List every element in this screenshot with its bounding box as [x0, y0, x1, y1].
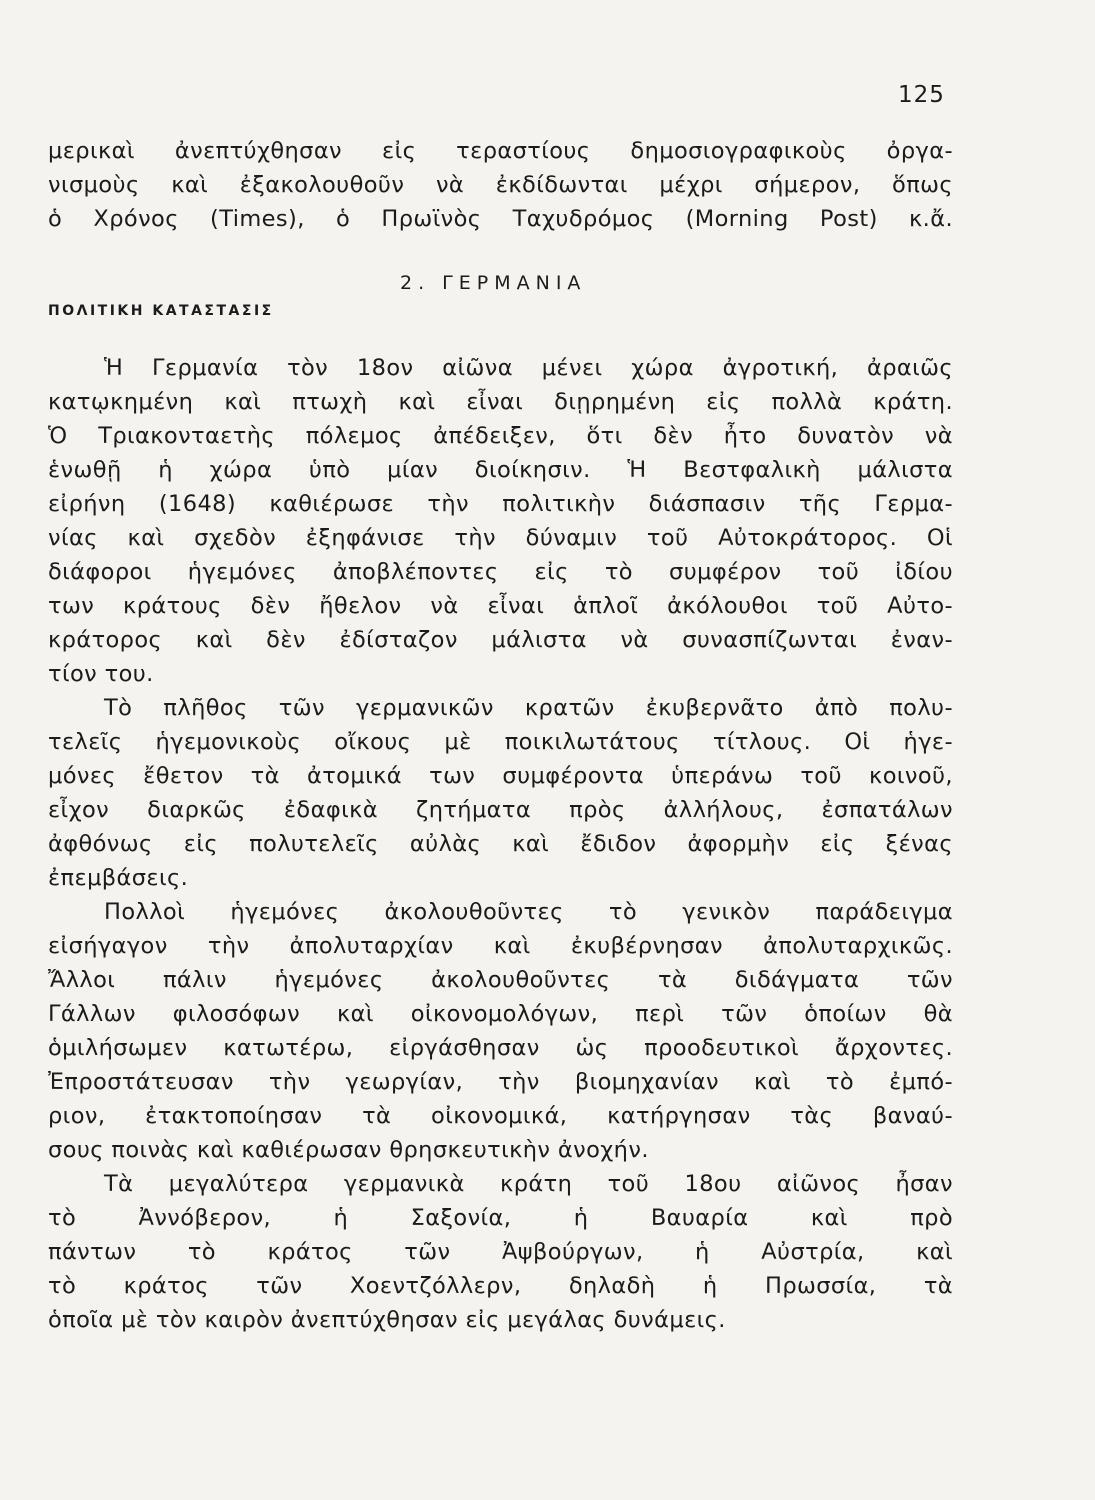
intro-paragraph: [48, 134, 953, 236]
text-line: Τὸ πλῆθος τῶν γερμανικῶν κρατῶν ἐκυβερνᾶτο ἀπὸ πολυ-: [104, 695, 953, 721]
text-line: νισμοὺς καὶ ἐξακολουθοῦν νὰ ἐκδίδωνται μέχρι σήμερον, ὅπως: [48, 172, 953, 198]
text-line: πάντων τὸ κράτος τῶν Ἀψβούργων, ἡ Αὐστρία, καὶ: [48, 1239, 953, 1265]
text-line: εἶχον διαρκῶς ἐδαφικὰ ζητήματα πρὸς ἀλλήλους, ἐσπατάλων: [48, 797, 953, 823]
text-line: ἀφθόνως εἰς πολυτελεῖς αὐλὰς καὶ ἔδιδον ἀφορμὴν εἰς ξένας: [48, 831, 953, 857]
text-line: των κράτους δὲν ἤθελον νὰ εἶναι ἁπλοῖ ἀκόλουθοι τοῦ Αὐτο-: [48, 593, 953, 619]
text-line: Τὰ μεγαλύτερα γερμανικὰ κράτη τοῦ 18ου αἰῶνος ἦσαν: [104, 1171, 953, 1197]
text-line: ὁποῖα μὲ τὸν καιρὸν ἀνεπτύχθησαν εἰς μεγάλας δυνάμεις.: [48, 1307, 726, 1333]
text-line: τελεῖς ἡγεμονικοὺς οἴκους μὲ ποικιλωτάτους τίτλους. Οἱ ἡγε-: [48, 729, 953, 755]
text-line: Ἄλλοι πάλιν ἡγεμόνες ἀκολουθοῦντες τὰ διδάγματα τῶν: [48, 967, 953, 993]
text-line: σους ποινὰς καὶ καθιέρωσαν θρησκευτικὴν ἀνοχήν.: [48, 1137, 649, 1163]
text-line: ὁμιλήσωμεν κατωτέρω, εἰργάσθησαν ὡς προοδευτικοὶ ἄρχοντες.: [48, 1035, 953, 1061]
text-line: ὁ Χρόνος (Times), ὁ Πρωϊνὸς Ταχυδρόμος (Morning Post) κ.ἄ.: [48, 206, 953, 232]
text-line: Ἐπροστάτευσαν τὴν γεωργίαν, τὴν βιομηχανίαν καὶ τὸ ἐμπό-: [48, 1069, 953, 1095]
text-line: μόνες ἔθετον τὰ ἀτομικά των συμφέροντα ὑπεράνω τοῦ κοινοῦ,: [48, 763, 953, 789]
text-line: εἰσήγαγον τὴν ἀπολυταρχίαν καὶ ἐκυβέρνησαν ἀπολυταρχικῶς.: [48, 933, 953, 959]
text-line: Πολλοὶ ἡγεμόνες ἀκολουθοῦντες τὸ γενικὸν παράδειγμα: [104, 899, 953, 925]
text-line: Γάλλων φιλοσόφων καὶ οἰκονομολόγων, περὶ τῶν ὁποίων θὰ: [48, 1001, 953, 1027]
text-line: ἑνωθῇ ἡ χώρα ὑπὸ μίαν διοίκησιν. Ἡ Βεστφαλικὴ μάλιστα: [48, 457, 953, 483]
text-line: εἰρήνη (1648) καθιέρωσε τὴν πολιτικὴν διάσπασιν τῆς Γερμα-: [48, 491, 953, 517]
text-line: Ὁ Τριακονταετὴς πόλεμος ἀπέδειξεν, ὅτι δὲν ἦτο δυνατὸν νὰ: [48, 423, 953, 449]
text-line: κράτορος καὶ δὲν ἐδίσταζον μάλιστα νὰ συνασπίζωνται ἐναν-: [48, 627, 953, 653]
body-text: [48, 351, 953, 1337]
text-line: νίας καὶ σχεδὸν ἐξηφάνισε τὴν δύναμιν τοῦ Αὐτοκράτορος. Οἱ: [48, 525, 953, 551]
page-number: 125: [898, 82, 945, 108]
text-line: διάφοροι ἡγεμόνες ἀποβλέποντες εἰς τὸ συμφέρον τοῦ ἰδίου: [48, 559, 953, 585]
text-line: τὸ Ἀννόβερον, ἡ Σαξονία, ἡ Βαυαρία καὶ πρὸ: [48, 1205, 953, 1231]
section-heading: 2. ΓΕΡΜΑΝΙΑ: [400, 272, 587, 294]
text-line: ριον, ἐτακτοποίησαν τὰ οἰκονομικά, κατήργησαν τὰς βαναύ-: [48, 1103, 953, 1129]
side-heading: ΠΟΛΙΤΙΚΗ ΚΑΤΑΣΤΑΣΙΣ: [48, 303, 274, 319]
text-line: τὸ κράτος τῶν Χοεντζόλλερν, δηλαδὴ ἡ Πρωσσία, τὰ: [48, 1273, 953, 1299]
text-line: ἐπεμβάσεις.: [48, 865, 189, 891]
text-line: κατῳκημένη καὶ πτωχὴ καὶ εἶναι διῃρημένη εἰς πολλὰ κράτη.: [48, 389, 953, 415]
text-line: Ἡ Γερμανία τὸν 18ον αἰῶνα μένει χώρα ἀγροτική, ἀραιῶς: [104, 355, 953, 381]
text-line: μερικαὶ ἀνεπτύχθησαν εἰς τεραστίους δημοσιογραφικοὺς ὀργα-: [48, 138, 953, 164]
text-line: τίον του.: [48, 661, 154, 687]
